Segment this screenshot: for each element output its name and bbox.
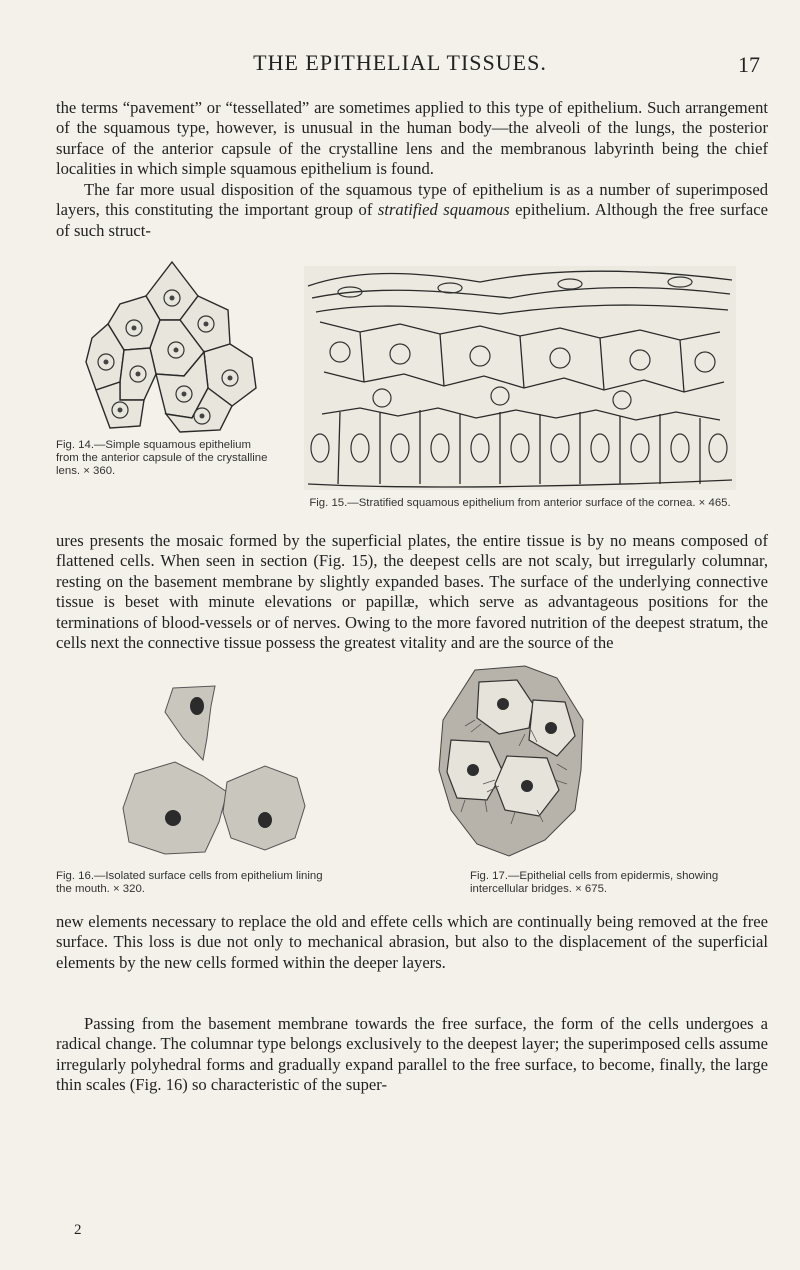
running-head: THE EPITHELIAL TISSUES. bbox=[253, 50, 547, 75]
page-number: 17 bbox=[738, 52, 760, 77]
figure-17-illustration bbox=[425, 660, 595, 865]
paragraph-2-text-a: The far more usual disposition of the squamous type of epithelium is as a number of superimposed layers, this constituting the important group of bbox=[56, 180, 768, 220]
paragraph-4: new elements necessary to replace the old and effete cells which are continually being removed at the free surface. This loss is due not only to mechanical abrasion, but also to the displacement of the superficial elements by the new cells formed within the deeper layers. bbox=[56, 912, 768, 972]
paragraph-1: the terms “pavement” or “tessellated” are sometimes applied to this type of epithelium. Such arrangement of the squamous type, however, is unusual in the human body—the alveoli of the lungs, the posterior surface of the anterior capsule of the crystalline lens and the membranous labyrinth being the chief localities in which simple squamous epithelium is found. bbox=[56, 98, 768, 179]
figure-15-illustration bbox=[300, 262, 740, 494]
paragraph-3: ures presents the mosaic formed by the superficial plates, the entire tissue is by no means composed of flattened cells. When seen in section (Fig. 15), the deepest cells are not scaly, but irregularly columnar, resting on the basement membrane by slightly expanded bases. The surface of the underlying connective tissue is beset with minute elevations or papillæ, which serve as advantageous positions for the terminations of blood-vessels or of nerves. Owing to the more favored nutrition of the deepest stratum, the cells next the connective tissue possess the greatest vitality and are the source of the bbox=[56, 531, 768, 653]
paragraph-2-text-b: epithelium. Although the free surface of such struct- bbox=[56, 200, 768, 240]
paragraph-2-emphasis: stratified squamous bbox=[377, 200, 510, 220]
paragraph-5: Passing from the basement membrane towards the free surface, the form of the cells undergoes a radical change. The columnar type belongs exclusively to the deepest layer; the superimposed cells assume irregularly polyhedral forms and gradually expand parallel to the free surface, to become, finally, the large thin scales (Fig. 16) so characteristic of the super- bbox=[56, 1014, 768, 1095]
figure-14-illustration bbox=[80, 258, 265, 433]
figure-16-illustration bbox=[115, 682, 315, 862]
figure-15-caption: Fig. 15.—Stratified squamous epithelium from anterior surface of the cornea. × 465. bbox=[309, 497, 731, 509]
signature-mark: 2 bbox=[74, 1222, 82, 1238]
figure-16-caption: Fig. 16.—Isolated surface cells from epithelium lining the mouth. × 320. bbox=[56, 870, 323, 895]
figure-14-caption: Fig. 14.—Simple squamous epithelium from the anterior capsule of the crystalline lens. × 360. bbox=[56, 439, 268, 477]
figure-17-caption: Fig. 17.—Epithelial cells from epidermis, showing intercellular bridges. × 675. bbox=[470, 870, 719, 895]
paragraph-2 bbox=[56, 180, 768, 241]
